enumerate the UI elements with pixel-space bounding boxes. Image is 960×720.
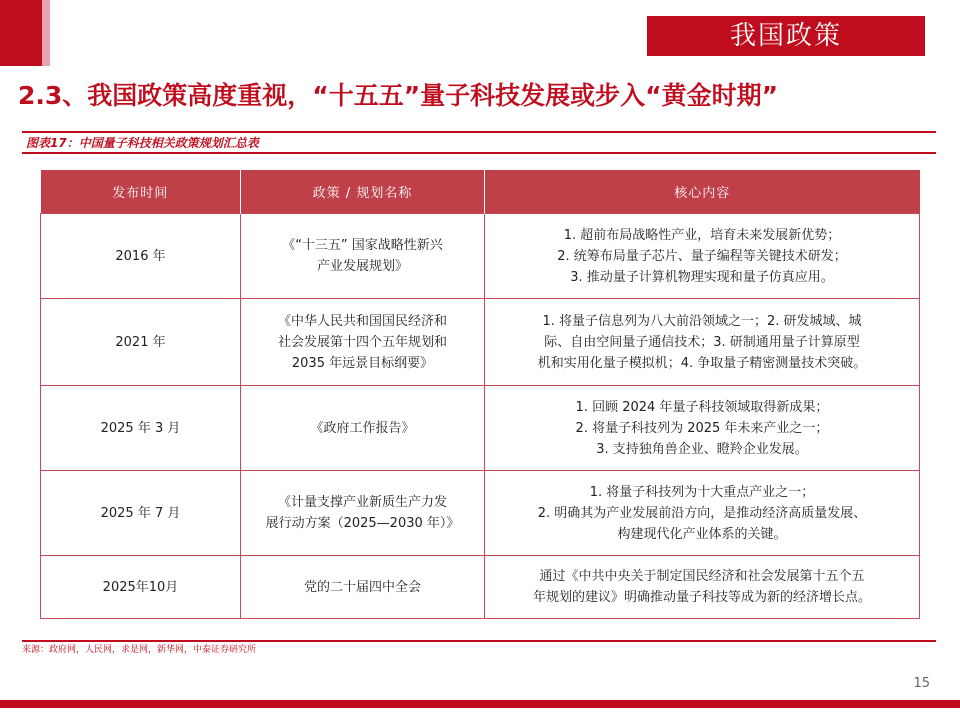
cell-policy-name: 党的二十届四中全会 [241, 556, 485, 619]
cell-policy-name: 《政府工作报告》 [241, 386, 485, 471]
cell-time: 2016 年 [41, 214, 241, 299]
page-title: 2.3、我国政策高度重视，“十五五”量子科技发展或步入“黄金时期” [18, 81, 779, 110]
table-row [41, 556, 920, 619]
cell-core-content: 1. 超前布局战略性产业，培育未来发展新优势； 2. 统筹布局量子芯片、量子编程等关键技术研发； 3. 推动量子计算机物理实现和量子仿真应用。 [485, 214, 920, 299]
cell-policy-name: 《“十三五” 国家战略性新兴 产业发展规划》 [241, 214, 485, 299]
cell-core-content: 1. 回顾 2024 年量子科技领域取得新成果； 2. 将量子科技列为 2025 年未来产业之一； 3. 支持独角兽企业、瞪羚企业发展。 [485, 386, 920, 471]
header-time: 发布时间 [41, 170, 241, 214]
figure-caption: 图表17：中国量子科技相关政策规划汇总表 [26, 136, 259, 150]
table-row [41, 471, 920, 556]
cell-core-content: 通过《中共中央关于制定国民经济和社会发展第十五个五 年规划的建议》明确推动量子科技等成为新的经济增长点。 [485, 556, 920, 619]
cell-time: 2025年10月 [41, 556, 241, 619]
policy-table [40, 170, 920, 619]
table-row [41, 386, 920, 471]
cell-time: 2025 年 3 月 [41, 386, 241, 471]
caption-rule-top [22, 131, 936, 133]
corner-accent-bar [0, 0, 42, 66]
cell-policy-name: 《中华人民共和国国民经济和 社会发展第十四个五年规划和 2035 年远景目标纲要》 [241, 299, 485, 386]
cell-core-content: 1. 将量子科技列为十大重点产业之一； 2. 明确其为产业发展前沿方向，是推动经济高质量发展、 构建现代化产业体系的关键。 [485, 471, 920, 556]
page-number: 15 [913, 676, 930, 691]
header-policy-name: 政策 / 规划名称 [241, 170, 485, 214]
cell-time: 2021 年 [41, 299, 241, 386]
cell-core-content: 1. 将量子信息列为八大前沿领域之一；2. 研发城域、城 际、自由空间量子通信技术；3. 研制通用量子计算原型 机和实用化量子模拟机；4. 争取量子精密测量技术突破。 [485, 299, 920, 386]
header-core-content: 核心内容 [485, 170, 920, 214]
table-header-row [41, 170, 920, 214]
source-note: 来源：政府网，人民网，求是网，新华网，中泰证券研究所 [22, 640, 936, 656]
bottom-accent-bar [0, 700, 960, 708]
section-tag: 我国政策 [647, 16, 925, 56]
cell-policy-name: 《计量支撑产业新质生产力发 展行动方案（2025—2030 年）》 [241, 471, 485, 556]
table-row [41, 214, 920, 299]
caption-rule-bottom [22, 152, 936, 154]
cell-time: 2025 年 7 月 [41, 471, 241, 556]
table-row [41, 299, 920, 386]
